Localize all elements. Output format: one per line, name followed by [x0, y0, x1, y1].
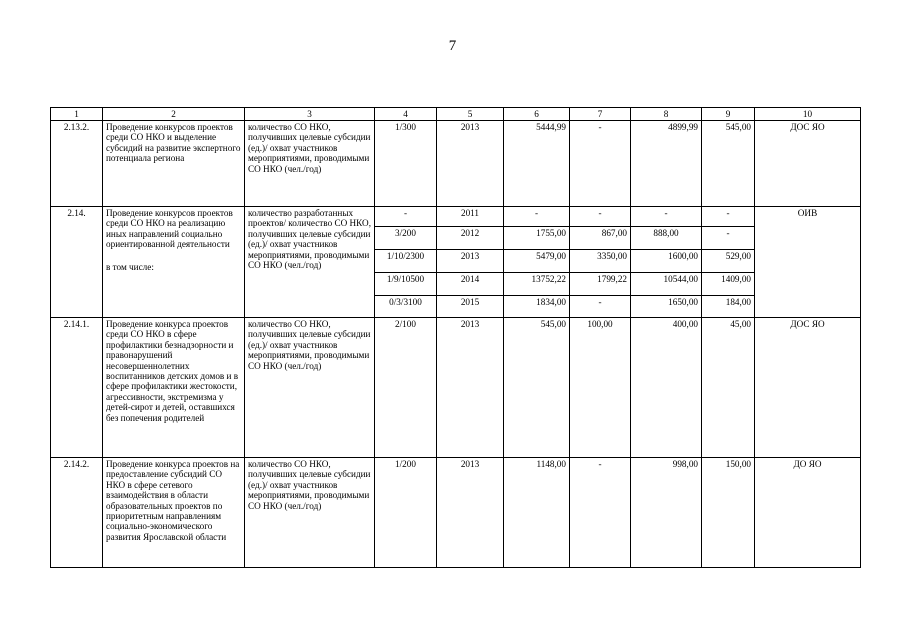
other-value: - [702, 207, 755, 227]
other-value: - [702, 227, 755, 250]
row-number: 2.14.1. [51, 318, 103, 458]
indicator-name: количество СО НКО, получивших целевые субсидии (ед.)/ охват участников мероприятиями, проводимыми СО НКО (чел./год) [245, 458, 375, 568]
indicator-value: 3/200 [375, 227, 437, 250]
col-header: 3 [245, 108, 375, 121]
indicator-name: количество СО НКО, получивших целевые субсидии (ед.)/ охват участников мероприятиями, проводимыми СО НКО (чел./год) [245, 318, 375, 458]
other-value: 184,00 [702, 296, 755, 318]
indicator-value: 1/300 [375, 121, 437, 207]
federal-value: - [570, 458, 631, 568]
page-number: 7 [448, 38, 457, 54]
executor: ДОС ЯО [755, 121, 861, 207]
other-value: 150,00 [702, 458, 755, 568]
row-number: 2.14. [51, 207, 103, 318]
col-header: 10 [755, 108, 861, 121]
col-header: 8 [631, 108, 702, 121]
sub-caption: в том числе: [106, 261, 154, 272]
col-header: 1 [51, 108, 103, 121]
indicator-value: 0/3/3100 [375, 296, 437, 318]
federal-value: - [570, 207, 631, 227]
measure-name: Проведение конкурса проектов среди СО НКО в сфере профилактики безнадзорности и правонарушений несовершеннолетних воспитанников детских домов и в сфере профилактики жестокости, агрессивности, экстремизма у детей-сирот и детей, оставшихся без попечения родителей [103, 318, 245, 458]
indicator-value: - [375, 207, 437, 227]
indicator-value: 1/9/10500 [375, 273, 437, 296]
federal-value: - [570, 296, 631, 318]
regional-value: 888,00 [631, 227, 702, 250]
measure-name: Проведение конкурсов проектов среди СО НКО на реализацию иных направлений социально ориентированной деятельности [106, 208, 233, 250]
header-row [51, 108, 861, 121]
col-header: 6 [504, 108, 570, 121]
federal-value: 867,00 [570, 227, 631, 250]
regional-value: 4899,99 [631, 121, 702, 207]
regional-value: 1650,00 [631, 296, 702, 318]
total-value: - [504, 207, 570, 227]
total-value: 1148,00 [504, 458, 570, 568]
table-row [51, 121, 861, 207]
other-value: 1409,00 [702, 273, 755, 296]
regional-value: 1600,00 [631, 250, 702, 273]
row-number: 2.14.2. [51, 458, 103, 568]
year: 2011 [437, 207, 504, 227]
other-value: 545,00 [702, 121, 755, 207]
year: 2013 [437, 250, 504, 273]
table-row [51, 207, 861, 227]
executor: ОИВ [755, 207, 861, 318]
total-value: 1834,00 [504, 296, 570, 318]
total-value: 545,00 [504, 318, 570, 458]
total-value: 13752,22 [504, 273, 570, 296]
federal-value: 100,00 [570, 318, 631, 458]
col-header: 2 [103, 108, 245, 121]
row-number: 2.13.2. [51, 121, 103, 207]
measure-name: Проведение конкурса проектов на предоставление субсидий СО НКО в сфере сетевого взаимодействия в области образовательных проектов по приоритетным направлениям социально-экономического развития Ярославской области [103, 458, 245, 568]
total-value: 5444,99 [504, 121, 570, 207]
total-value: 1755,00 [504, 227, 570, 250]
executor: ДО ЯО [755, 458, 861, 568]
indicator-name: количество СО НКО, получивших целевые субсидии (ед.)/ охват участников мероприятиями, проводимыми СО НКО (чел./год) [245, 121, 375, 207]
col-header: 5 [437, 108, 504, 121]
measure-name: Проведение конкурсов проектов среди СО НКО и выделение субсидий на развитие экспертного потенциала региона [103, 121, 245, 207]
other-value: 45,00 [702, 318, 755, 458]
year: 2013 [437, 318, 504, 458]
year: 2013 [437, 121, 504, 207]
federal-value: - [570, 121, 631, 207]
indicator-value: 1/200 [375, 458, 437, 568]
col-header: 4 [375, 108, 437, 121]
col-header: 7 [570, 108, 631, 121]
federal-value: 1799,22 [570, 273, 631, 296]
federal-value: 3350,00 [570, 250, 631, 273]
executor: ДОС ЯО [755, 318, 861, 458]
year: 2013 [437, 458, 504, 568]
program-table [50, 107, 861, 568]
year: 2014 [437, 273, 504, 296]
year: 2012 [437, 227, 504, 250]
regional-value: 400,00 [631, 318, 702, 458]
year: 2015 [437, 296, 504, 318]
regional-value: 10544,00 [631, 273, 702, 296]
regional-value: 998,00 [631, 458, 702, 568]
table-row [51, 458, 861, 568]
indicator-name: количество разработанных проектов/ количество СО НКО, получивших целевые субсидии (ед.)/ охват участников мероприятиями, проводимыми СО НКО (чел./год) [245, 207, 375, 318]
measure-name-cell [103, 207, 245, 318]
regional-value: - [631, 207, 702, 227]
col-header: 9 [702, 108, 755, 121]
indicator-value: 1/10/2300 [375, 250, 437, 273]
other-value: 529,00 [702, 250, 755, 273]
table-row [51, 318, 861, 458]
indicator-value: 2/100 [375, 318, 437, 458]
total-value: 5479,00 [504, 250, 570, 273]
